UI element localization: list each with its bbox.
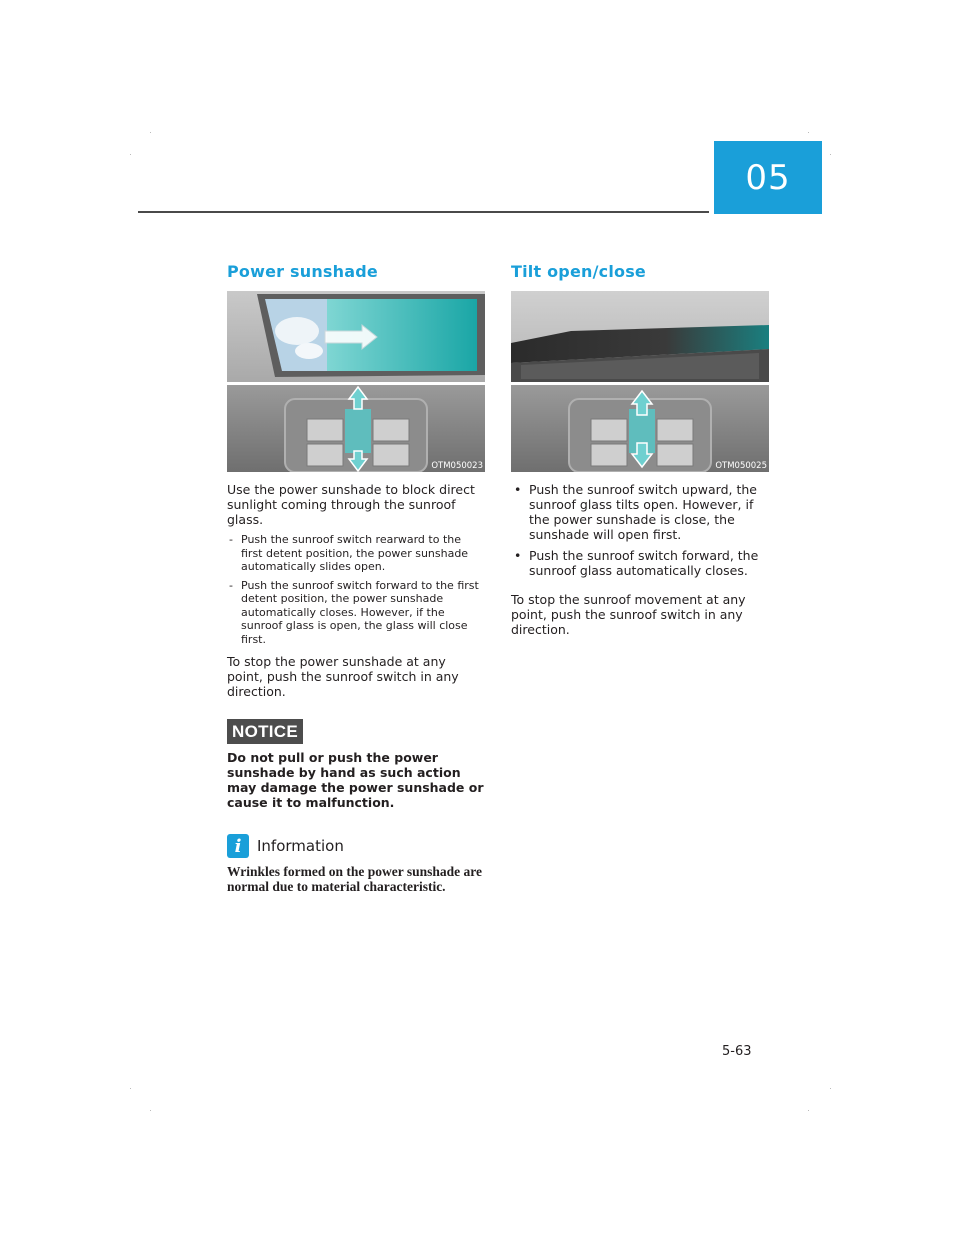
crop-mark	[130, 154, 131, 155]
crop-mark	[808, 132, 809, 133]
list-item: - Push the sunroof switch forward to the first detent position, the power sunshade automatically closes. However, if the sunroof glass is open, the glass will close first.	[227, 579, 485, 647]
section-title: Tilt open/close	[511, 262, 646, 281]
list-item: - Push the sunroof switch rearward to the first detent position, the power sunshade automatically slides open.	[227, 533, 485, 574]
intro-text: Use the power sunshade to block direct sunlight coming through the sunroof glass.	[227, 482, 475, 527]
crop-mark	[130, 1088, 131, 1089]
power-sunshade-section	[227, 262, 485, 894]
tilt-steps	[511, 482, 769, 578]
information-heading	[227, 834, 485, 858]
section-title: Power sunshade	[227, 262, 378, 281]
notice-badge: NOTICE	[227, 719, 303, 744]
figure-code: OTM050023	[431, 461, 483, 471]
header-rule	[138, 211, 709, 213]
stop-text: To stop the sunroof movement at any point, push the sunroof switch in any direction.	[511, 592, 746, 637]
tilt-section	[511, 262, 769, 637]
crop-mark	[150, 1110, 151, 1111]
page-number: 5-63	[722, 1044, 752, 1059]
sunshade-steps	[227, 533, 485, 646]
crop-mark	[808, 1110, 809, 1111]
information-title: Information	[257, 837, 344, 855]
info-icon: i	[227, 834, 249, 858]
notice-text: Do not pull or push the power sunshade by hand as such action may damage the power sunshade or cause it to malfunction.	[227, 750, 484, 810]
list-item: • Push the sunroof switch forward, the sunroof glass automatically closes.	[511, 548, 769, 578]
sunshade-figure	[227, 291, 485, 472]
sunshade-illustration	[227, 291, 485, 472]
figure-code: OTM050025	[715, 461, 767, 471]
crop-mark	[830, 1088, 831, 1089]
tilt-figure	[511, 291, 769, 472]
crop-mark	[150, 132, 151, 133]
list-item: • Push the sunroof switch upward, the sunroof glass tilts open. However, if the power sunshade is close, the sunshade will open first.	[511, 482, 769, 542]
crop-mark	[830, 154, 831, 155]
tilt-illustration	[511, 291, 769, 472]
chapter-tab: 05	[714, 141, 822, 214]
information-text: Wrinkles formed on the power sunshade are normal due to material characteristic.	[227, 864, 483, 894]
stop-text: To stop the power sunshade at any point, push the sunroof switch in any direction.	[227, 654, 459, 699]
